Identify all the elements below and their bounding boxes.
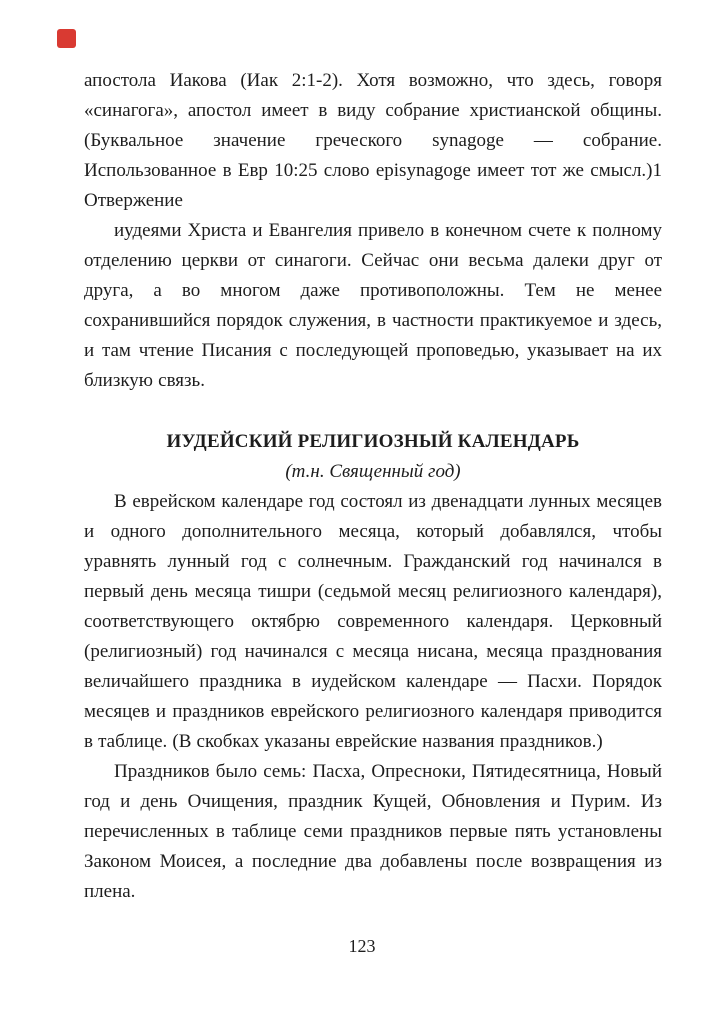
page-content	[84, 66, 662, 907]
paragraph-synagogue-church: иудеями Христа и Евангелия привело в конечном счете к полному отделению церкви от синагоги. Сейчас они весьма далеки друг от друга, а во многом даже противоположны. Тем не менее сохранившийся порядок служения, в частности практикуемое и здесь, и там чтение Писания с последующей проповедью, указывает на их близкую связь.	[84, 220, 662, 391]
page-number: 123	[348, 936, 376, 956]
section-heading: ИУДЕЙСКИЙ РЕЛИГИОЗНЫЙ КАЛЕНДАРЬ	[166, 431, 580, 452]
paragraph-continuation: апостола Иакова (Иак 2:1-2). Хотя возможно, что здесь, говоря «синагога», апостол имеет в виду собрание христианской общины. (Буквальное значение греческого synagoge — собрание. Использованное в Евр 10:25 слово episynagoge имеет тот же смысл.)1 Отвержение	[84, 70, 662, 211]
section-subheading: (т.н. Священный год)	[285, 461, 461, 482]
red-square-marker	[57, 29, 76, 48]
paragraph-calendar-description: В еврейском календаре год состоял из двенадцати лунных месяцев и одного дополнительного месяца, который добавлялся, чтобы уравнять лунный год с солнечным. Гражданский год начинался в первый день месяца тишри (седьмой месяц религиозного календаря), соответствующего октябрю современного календаря. Церковный (религиозный) год начинался с месяца нисана, месяца празднования величайшего праздника в иудейском календаре — Пасхи. Порядок месяцев и праздников еврейского религиозного календаря приводится в таблице. (В скобках указаны еврейские названия праздников.)	[84, 491, 662, 752]
paragraph-seven-feasts: Праздников было семь: Пасха, Опресноки, Пятидесятница, Новый год и день Очищения, праздник Кущей, Обновления и Пурим. Из перечисленных в таблице семи праздников первые пять установлены Законом Моисея, а последние два добавлены после возвращения из плена.	[84, 761, 662, 902]
